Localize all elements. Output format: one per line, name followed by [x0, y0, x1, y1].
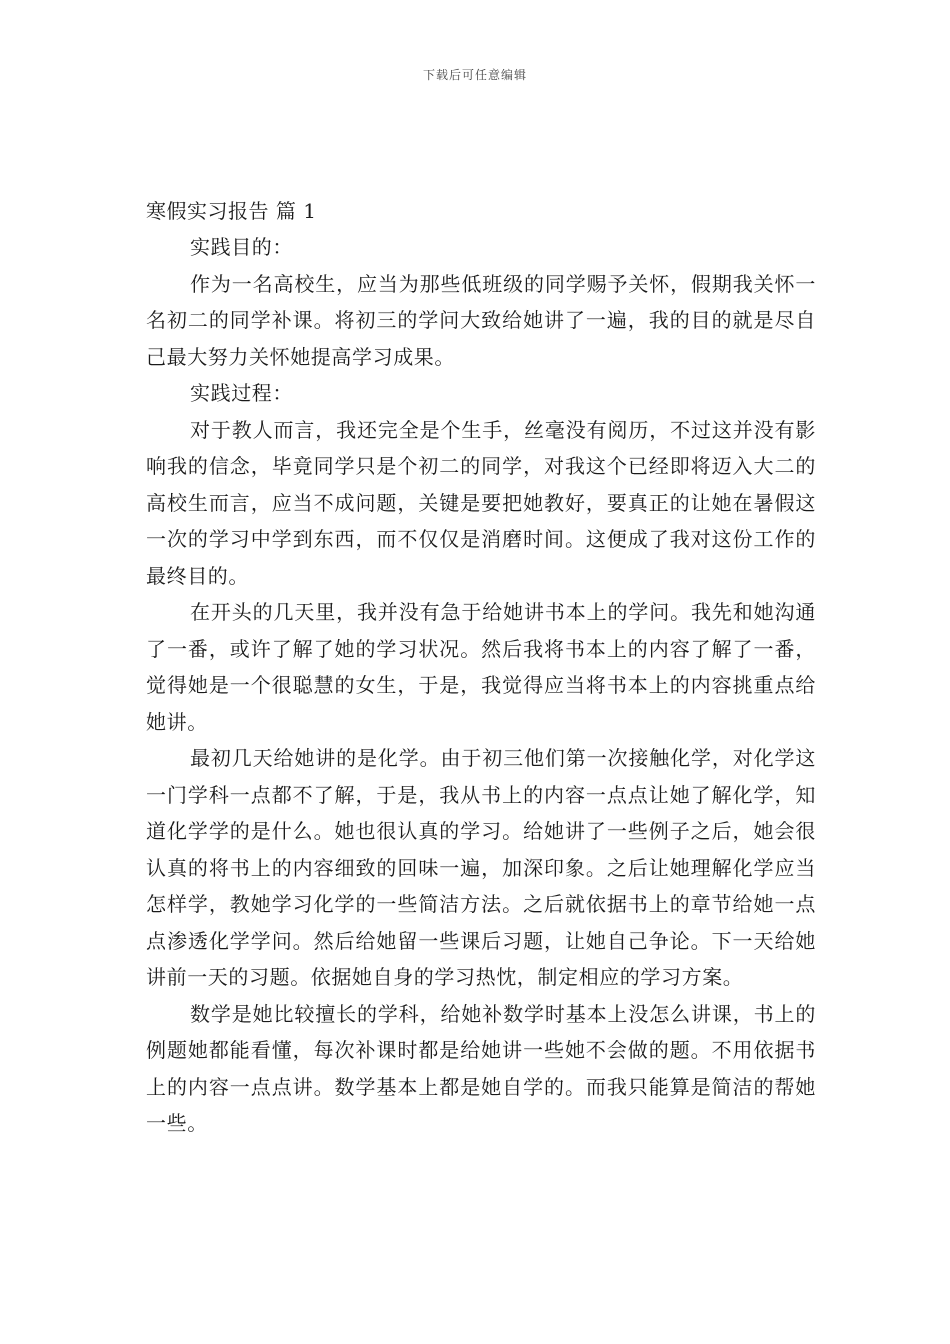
paragraph: 最初几天给她讲的是化学。由于初三他们第一次接触化学，对化学这一门学科一点都不了解，于是，我从书上的内容一点点让她了解化学，知道化学学的是什么。她也很认真的学习。给她讲了一些例子之后，她会很认真的将书上的内容细致的回味一遍，加深印象。之后让她理解化学应当怎样学，教她学习化学的一些简洁方法。之后就依据书上的章节给她一点点渗透化学学问。然后给她留一些课后习题，让她自己争论。下一天给她讲前一天的习题。依据她自身的学习热忱，制定相应的学习方案。	[146, 746, 816, 989]
section-heading-process: 实践过程：	[190, 381, 293, 405]
paragraph: 作为一名高校生，应当为那些低班级的同学赐予关怀，假期我关怀一名初二的同学补课。将初三的学问大致给她讲了一遍，我的目的就是尽自己最大努力关怀她提高学习成果。	[146, 271, 816, 369]
paragraph: 数学是她比较擅长的学科，给她补数学时基本上没怎么讲课，书上的例题她都能看懂，每次补课时都是给她讲一些她不会做的题。不用依据书上的内容一点点讲。数学基本上都是她自学的。而我只能算是简洁的帮她一些。	[146, 1001, 816, 1135]
header-note: 下载后可任意编辑	[422, 68, 527, 82]
paragraph: 对于教人而言，我还完全是个生手，丝毫没有阅历，不过这并没有影响我的信念，毕竟同学只是个初二的同学，对我这个已经即将迈入大二的高校生而言，应当不成问题，关键是要把她教好，要真正的让她在暑假这一次的学习中学到东西，而不仅仅是消磨时间。这便成了我对这份工作的最终目的。	[146, 417, 816, 588]
section-heading-purpose: 实践目的：	[190, 235, 293, 259]
paragraph: 在开头的几天里，我并没有急于给她讲书本上的学问。我先和她沟通了一番，或许了解了她的学习状况。然后我将书本上的内容了解了一番，觉得她是一个很聪慧的女生，于是，我觉得应当将书本上的内容挑重点给她讲。	[146, 600, 816, 734]
document-body	[146, 193, 816, 1142]
document-title: 寒假实习报告 篇 1	[146, 199, 317, 223]
